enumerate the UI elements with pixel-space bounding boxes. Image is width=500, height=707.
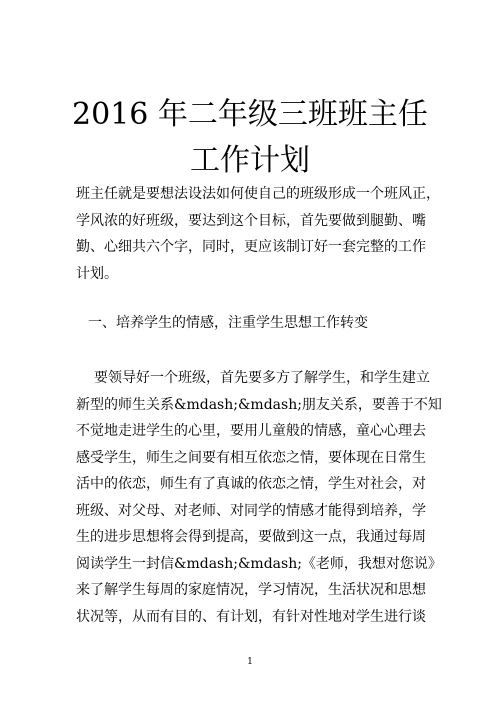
- body-line: 要领导好一个班级，首先要多方了解学生，和学生建立: [94, 370, 430, 386]
- intro-line: 勤、心细共六个字，同时，更应该制订好一套完整的工作: [76, 239, 426, 255]
- document-title-line-1: 2016 年二年级三班班主任: [72, 97, 428, 132]
- body-line: 班级、对父母、对老师、对同学的情感才能得到培养，学: [76, 502, 426, 519]
- body-line: 阅读学生一封信&mdash;&mdash;《老师，我想对您说》: [76, 555, 442, 572]
- body-paragraph: [76, 365, 442, 630]
- body-line: 不觉地走进学生的心里，要用儿童般的情感，童心心理去: [76, 423, 426, 439]
- intro-line: 班主任就是要想法设法如何使自己的班级形成一个班风正，: [76, 186, 440, 202]
- body-line: 来了解学生每周的家庭情况，学习情况，生活状况和思想: [76, 582, 426, 598]
- body-line: 感受学生，师生之间要有相互依恋之情，要体现在日常生: [76, 449, 426, 466]
- intro-paragraph: [76, 181, 440, 287]
- intro-line: 计划。: [76, 265, 118, 282]
- body-line: 新型的师生关系&mdash;&mdash;朋友关系，要善于不知: [76, 396, 442, 413]
- body-line: 状况等，从而有目的、有计划，有针对性地对学生进行谈: [76, 608, 426, 625]
- body-line: 活中的依恋，师生有了真诚的依恋之情，学生对社会，对: [76, 476, 426, 492]
- page-number: 1: [247, 657, 253, 667]
- intro-line: 学风浓的好班级，要达到这个目标，首先要做到腿勤、嘴: [76, 212, 426, 229]
- section-heading: 一、培养学生的情感，注重学生思想工作转变: [88, 315, 368, 331]
- document-title-line-2: 工作计划: [190, 143, 310, 178]
- body-line: 生的进步思想将会得到提高，要做到这一点，我通过每周: [76, 529, 426, 545]
